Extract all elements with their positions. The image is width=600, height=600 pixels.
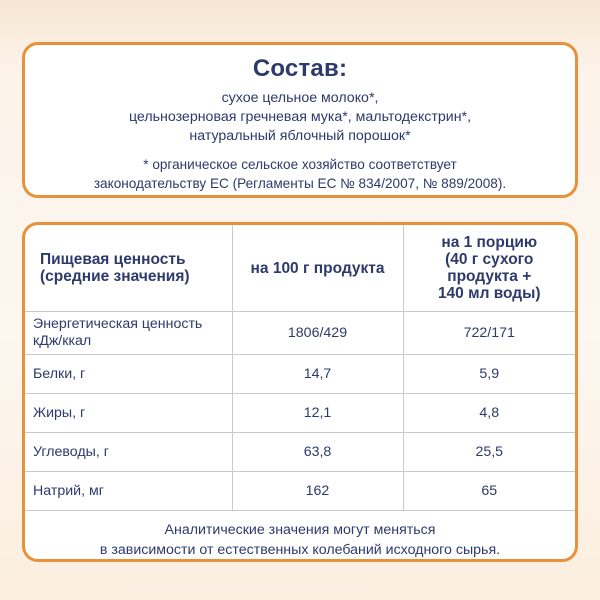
- ingredient-line: натуральный яблочный порошок*: [189, 128, 411, 144]
- per100-value: 1806/429: [232, 312, 403, 355]
- header-line: на 1 порцию: [441, 234, 538, 251]
- analytic-footnote-line: в зависимости от естественных колебаний исходного сырья.: [99, 542, 501, 558]
- table-row: [25, 472, 575, 511]
- row-label: Натрий, мг: [25, 472, 232, 511]
- portion-value: 722/171: [403, 312, 575, 355]
- ingredient-line: цельнозерновая гречневая мука*, мальтодекстрин*,: [128, 109, 472, 125]
- row-label: [25, 312, 232, 355]
- row-label: Белки, г: [25, 355, 232, 394]
- per100-value: 12,1: [232, 394, 403, 433]
- table-row: [25, 355, 575, 394]
- analytic-footnote-line: Аналитические значения могут меняться: [164, 522, 436, 538]
- row-label-line: Энергетическая ценность: [33, 316, 203, 332]
- row-label: Жиры, г: [25, 394, 232, 433]
- ingredient-list: [25, 89, 575, 146]
- per100-value: 162: [232, 472, 403, 511]
- organic-footnote-line: законодательству ЕС (Регламенты ЕС № 834/2007, № 889/2008).: [93, 176, 507, 191]
- table-header-row: [25, 225, 575, 312]
- nutrition-table: [25, 225, 575, 511]
- ingredient-line: сухое цельное молоко*,: [221, 90, 379, 106]
- organic-footnote: [25, 155, 575, 193]
- header-line: (средние значения): [40, 268, 190, 285]
- table-row: [25, 394, 575, 433]
- header-line: Пищевая ценность: [40, 251, 186, 268]
- organic-footnote-line: * органическое сельское хозяйство соответствует: [143, 157, 457, 172]
- composition-card: [22, 42, 578, 198]
- row-label: Углеводы, г: [25, 433, 232, 472]
- nutrition-header: [25, 225, 232, 312]
- composition-title: Состав:: [252, 55, 348, 82]
- portion-value: 5,9: [403, 355, 575, 394]
- portion-value: 25,5: [403, 433, 575, 472]
- portion-value: 4,8: [403, 394, 575, 433]
- header-line: (40 г сухого: [445, 251, 534, 268]
- header-line: продукта +: [447, 268, 532, 285]
- table-row: [25, 433, 575, 472]
- analytic-footnote: [25, 520, 575, 560]
- row-label-line: кДж/ккал: [33, 333, 92, 349]
- nutrition-card: [22, 222, 578, 562]
- per100-header: на 100 г продукта: [232, 225, 403, 312]
- portion-value: 65: [403, 472, 575, 511]
- header-line: 140 мл воды): [437, 285, 541, 302]
- per100-value: 63,8: [232, 433, 403, 472]
- per100-value: 14,7: [232, 355, 403, 394]
- table-row-energy: [25, 312, 575, 355]
- portion-header: [403, 225, 575, 312]
